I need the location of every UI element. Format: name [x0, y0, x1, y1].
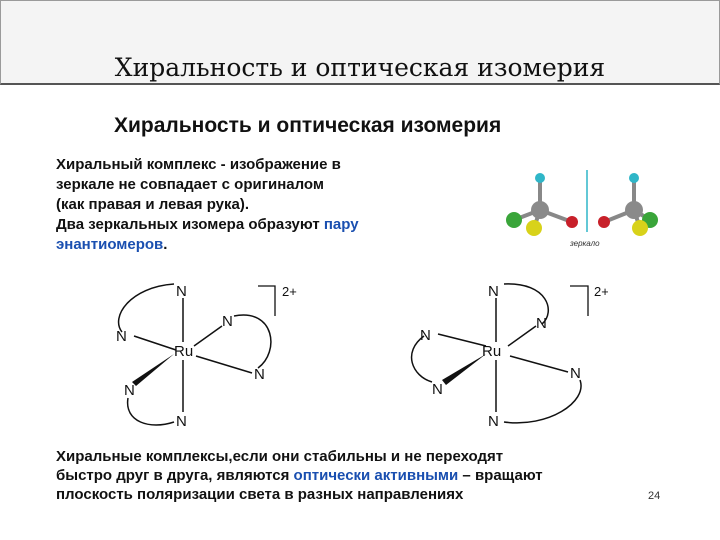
conclusion-line-2-end: – вращают: [458, 467, 543, 484]
n-atom: N: [176, 413, 187, 430]
atom-red-right: [598, 216, 610, 228]
term-pair: пару: [323, 216, 359, 233]
n-atom: N: [176, 283, 187, 300]
atom-yellow-right: [632, 220, 648, 236]
conclusion-text: [56, 447, 696, 504]
conclusion-line-3: плоскость поляризации света в разных направлениях: [56, 486, 464, 503]
definition-line-4: [56, 215, 456, 235]
n-atom: N: [116, 328, 127, 345]
ru-atom: Ru: [174, 343, 194, 360]
definition-text: [56, 155, 456, 255]
definition-line-5-end: .: [163, 236, 168, 253]
ru-atom: Ru: [482, 343, 502, 360]
term-chiral-complex: Хиральный комплекс: [56, 156, 217, 173]
n-atom: N: [222, 313, 233, 330]
mirror-molecules-svg: [500, 162, 660, 252]
term-optically-active: оптически активными: [293, 467, 459, 484]
atom-red-left: [566, 216, 578, 228]
definition-line-5: [56, 235, 456, 255]
charge-label: 2+: [282, 284, 297, 299]
atom-cyan-left: [535, 173, 545, 183]
n-atom: N: [432, 381, 443, 398]
atom-green-left: [506, 212, 522, 228]
definition-line-1: [56, 155, 456, 175]
definition-line-3: (как правая и левая рука).: [56, 196, 250, 213]
n-atom: N: [570, 365, 581, 382]
slide-header: [0, 0, 720, 85]
n-atom: N: [488, 413, 499, 430]
n-atom: N: [536, 315, 547, 332]
content-title: Хиральность и оптическая изомерия: [114, 114, 502, 137]
n-atom: N: [254, 366, 265, 383]
term-enantiomers: энантиомеров: [56, 236, 164, 253]
conclusion-line-2-start: быстро друг в друга, являются: [56, 467, 294, 484]
n-atom: N: [124, 382, 135, 399]
definition-line-2: зеркале не совпадает с оригиналом: [56, 176, 324, 193]
conclusion-line-2: [56, 466, 696, 485]
n-atom: N: [488, 283, 499, 300]
atom-yellow-left: [526, 220, 542, 236]
page-number: 24: [648, 490, 661, 502]
atom-gray-left: [531, 201, 549, 219]
ru-complex-right: [408, 272, 608, 442]
definition-line-4-start: Два зеркальных изомера образуют: [56, 216, 324, 233]
mirror-label: зеркало: [570, 239, 600, 248]
charge-label: 2+: [594, 284, 608, 299]
ru-complex-left: [110, 272, 310, 442]
conclusion-line-1: Хиральные комплексы,если они стабильны и не переходят: [56, 448, 504, 465]
n-atom: N: [420, 327, 431, 344]
definition-line-1-rest: - изображение в: [216, 156, 341, 173]
atom-cyan-right: [629, 173, 639, 183]
atom-gray-right: [625, 201, 643, 219]
slide-header-title: Хиральность и оптическая изомерия: [114, 53, 606, 82]
mirror-molecules-image: [500, 162, 660, 252]
